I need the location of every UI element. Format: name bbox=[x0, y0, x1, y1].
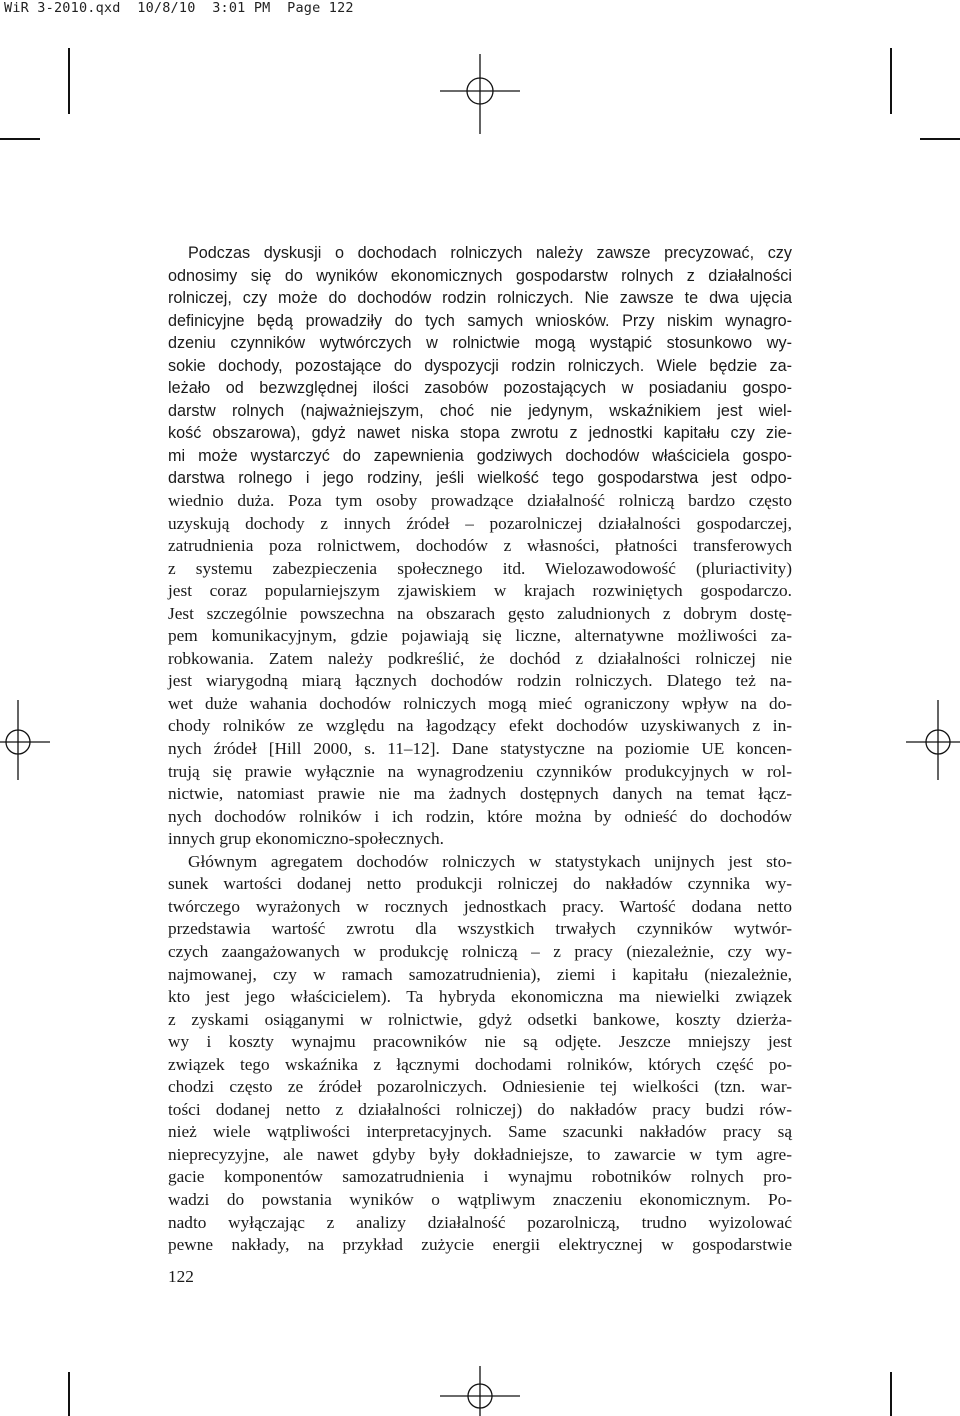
text-line: z systemu zabezpieczenia społecznego itd. Wielozawodowość (pluriactivity) bbox=[168, 558, 792, 578]
text-line: sokie dochody, pozostające do dyspozycji rodzin rolniczych. Wiele będzie za- bbox=[168, 356, 792, 375]
crop-mark bbox=[890, 1372, 892, 1416]
registration-mark-left bbox=[0, 700, 50, 780]
text-line: nictwie, natomiast prawie nie ma żadnych dostępnych danych na temat łącz- bbox=[168, 784, 792, 804]
text-line: nych dochodów rolników i ich rodzin, które można by odnieść do dochodów bbox=[168, 806, 792, 826]
text-line: czych zaangażowanych w produkcję rolniczą – z pracy (niezależnie, czy wy- bbox=[168, 941, 792, 961]
text-line: dzeniu czynników wytwórczych w rolnictwie mogą wystąpić stosunkowo wy- bbox=[168, 334, 792, 353]
text-line: nadto wyłączając z analizy działalność pozarolniczą, trudno wyizolować bbox=[168, 1212, 792, 1232]
crop-mark bbox=[68, 1372, 70, 1416]
text-line: twórczego wyrażonych w rocznych jednostkach pracy. Wartość dodana netto bbox=[168, 896, 792, 916]
crop-mark bbox=[0, 138, 40, 140]
text-line: przedstawia wartość zwrotu dla wszystkich trwałych czynników wytwór- bbox=[168, 919, 792, 939]
text-line: chody rolników ze względu na łagodzący efekt dochodów uzyskiwanych z in- bbox=[168, 716, 792, 736]
text-line: pem komunikacyjnym, gdzie pojawiają się liczne, alternatywne możliwości za- bbox=[168, 626, 792, 646]
text-line: nych źródeł [Hill 2000, s. 11–12]. Dane statystyczne na poziomie UE koncen- bbox=[168, 739, 792, 759]
text-line: wy i koszty wynajmu pracowników nie są odjęte. Jeszcze mniejszy jest bbox=[168, 1032, 792, 1052]
text-line: gacie komponentów samozatrudnienia i wynajmu robotników rolnych pro- bbox=[168, 1167, 792, 1187]
registration-mark-top bbox=[440, 54, 520, 134]
text-line: chodzi często ze źródeł pozarolniczych. Odniesienie tej wielkości (tzn. war- bbox=[168, 1077, 792, 1097]
text-line: kość obszarowa), gdyż nawet niska stopa zwrotu z jednostki kapitału czy zie- bbox=[168, 424, 792, 443]
text-line: nieprecyzyjne, ale nawet gdyby były dokładniejsze, to zawarcie w tym agre- bbox=[168, 1144, 792, 1164]
registration-mark-right bbox=[906, 700, 960, 780]
paragraph-2 bbox=[168, 851, 792, 1257]
text-line: związek tego wskaźnika z łącznymi dochodami rolników, których część po- bbox=[168, 1054, 792, 1074]
text-line: Jest szczególnie powszechna na obszarach gęsto zaludnionych z dobrym dostę- bbox=[168, 603, 792, 623]
text-line: tości dodanej netto z działalności rolniczej) do nakładów pracy budzi rów- bbox=[168, 1099, 792, 1119]
registration-mark-bottom bbox=[440, 1366, 520, 1416]
text-line: sunek wartości dodanej netto produkcji rolniczej do nakładów czynnika wy- bbox=[168, 874, 792, 894]
crop-mark bbox=[920, 138, 960, 140]
crop-mark bbox=[890, 48, 892, 114]
text-line: darstwa rolnego i jego rodziny, jeśli wielkość tego gospodarstwa jest odpo- bbox=[168, 469, 792, 488]
text-line: leżało od bezwzględnej ilości zasobów pozostających w posiadaniu gospo- bbox=[168, 379, 792, 398]
text-line: trują się prawie wyłącznie na wynagrodzeniu czynników produkcyjnych w rol- bbox=[168, 761, 792, 781]
text-line: definicyjne będą prowadziły do tych samych wniosków. Przy niskim wynagro- bbox=[168, 311, 792, 330]
text-line: Głównym agregatem dochodów rolniczych w statystykach unijnych jest sto- bbox=[188, 851, 792, 871]
text-line: kto jest jego właścicielem). Ta hybryda ekonomiczna ma niewielki związek bbox=[168, 987, 792, 1007]
text-line: nież wiele wątpliwości interpretacyjnych. Same szacunki nakładów pracy są bbox=[168, 1122, 792, 1142]
text-line: robkowania. Zatem należy podkreślić, że dochód z działalności rolniczej nie bbox=[168, 648, 792, 668]
text-line: wet duże wahania dochodów rolniczych mogą mieć ograniczony wpływ na do- bbox=[168, 693, 792, 713]
text-line: wiednio duża. Poza tym osoby prowadzące działalność rolniczą bardzo często bbox=[168, 491, 792, 511]
text-line: jest wiarygodną miarą łącznych dochodów rodzin rolniczych. Dlatego też na- bbox=[168, 671, 792, 691]
text-line: Podczas dyskusji o dochodach rolniczych należy zawsze precyzować, czy bbox=[188, 244, 792, 262]
text-line: pewne nakłady, na przykład zużycie energii elektrycznej w gospodarstwie bbox=[168, 1235, 792, 1255]
text-line: wadzi do powstania wyników o wątpliwym znaczeniu ekonomicznym. Po- bbox=[168, 1189, 792, 1209]
text-line: odnosimy się do wyników ekonomicznych gospodarstw rolnych z działalności bbox=[168, 266, 792, 285]
print-slug-line: WiR 3-2010.qxd 10/8/10 3:01 PM Page 122 bbox=[4, 0, 354, 16]
text-line: rolniczej, czy może do dochodów rodzin rolniczych. Nie zawsze te dwa ujęcia bbox=[168, 289, 792, 308]
body-text bbox=[168, 242, 792, 1257]
text-line: jest coraz popularniejszym zjawiskiem w krajach rozwiniętych gospodarczo. bbox=[168, 581, 792, 601]
text-line: uzyskują dochody z innych źródeł – pozarolniczej działalności gospodarczej, bbox=[168, 513, 792, 533]
text-line: z zyskami osiąganymi w rolnictwie, gdyż odsetki bankowe, koszty dzierża- bbox=[168, 1009, 792, 1029]
text-line: najmowanej, czy w ramach samozatrudnienia), ziemi i kapitału (niezależnie, bbox=[168, 964, 792, 984]
crop-mark bbox=[68, 48, 70, 114]
page-number: 122 bbox=[168, 1267, 194, 1286]
text-line: innych grup ekonomiczno-społecznych. bbox=[168, 829, 444, 849]
text-line: mi może wystarczyć do zapewnienia godziwych dochodów właściciela gospo- bbox=[168, 446, 792, 465]
text-line: darstw rolnych (najważniejszym, choć nie jedynym, wskaźnikiem jest wiel- bbox=[168, 401, 792, 420]
text-line: zatrudnienia poza rolnictwem, dochodów z własności, płatności transferowych bbox=[168, 536, 792, 556]
paragraph-1 bbox=[168, 242, 792, 851]
